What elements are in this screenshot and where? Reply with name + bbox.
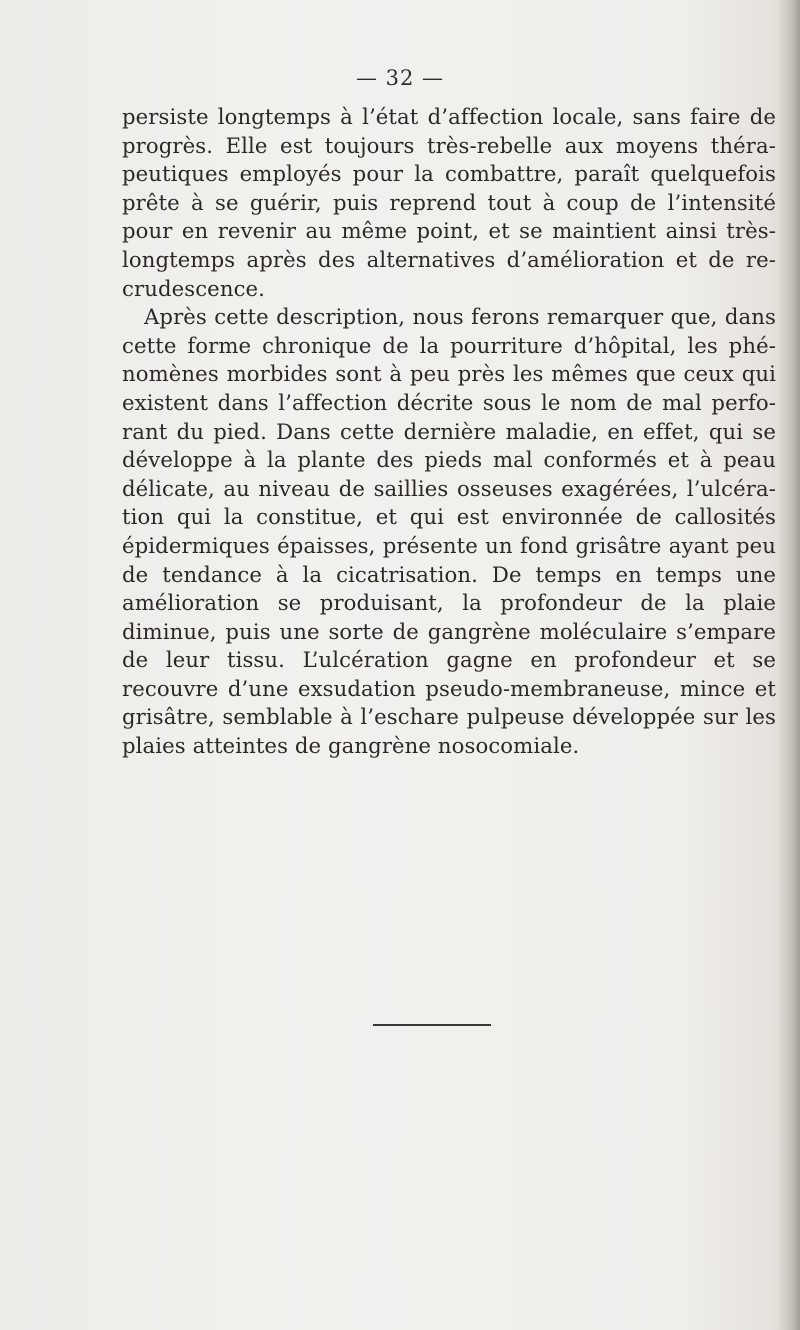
page-edge-shadow	[778, 0, 800, 1330]
body-text	[122, 103, 776, 761]
page-number: — 32 —	[355, 66, 445, 90]
section-end-rule	[373, 1024, 491, 1026]
paragraph-description: Après cette description, nous ferons remarquer que, dans cette forme chronique de la pourriture d’hôpital, les phé- nomènes morbides sont à peu près les mêmes que ceux qui existent dans l’affection décrite sous le nom de mal perfo- rant du pied. Dans cette dernière maladie, en effet, qui se développe à la plante des pieds mal conformés et à peau délicate, au niveau de saillies osseuses exagérées, l’ulcéra- tion qui la constitue, et qui est environnée de callosités épidermiques épaisses, présente un fond grisâtre ayant peu de tendance à la cicatrisation. De temps en temps une amélioration se produisant, la profondeur de la plaie diminue, puis une sorte de gangrène moléculaire s’empare de leur tissu. L’ulcération gagne en profondeur et se recouvre d’une exsudation pseudo-membraneuse, mince et grisâtre, semblable à l’eschare pulpeuse développée sur les plaies atteintes de gangrène nosocomiale.	[122, 304, 776, 759]
paragraph-continuation: persiste longtemps à l’état d’affection locale, sans faire de progrès. Elle est toujours très-rebelle aux moyens théra- peutiques employés pour la combattre, paraît quelquefois prête à se guérir, puis reprend tout à coup de l’intensité pour en revenir au même point, et se maintient ainsi très- longtemps après des alternatives d’amélioration et de re- crudescence.	[122, 104, 776, 301]
